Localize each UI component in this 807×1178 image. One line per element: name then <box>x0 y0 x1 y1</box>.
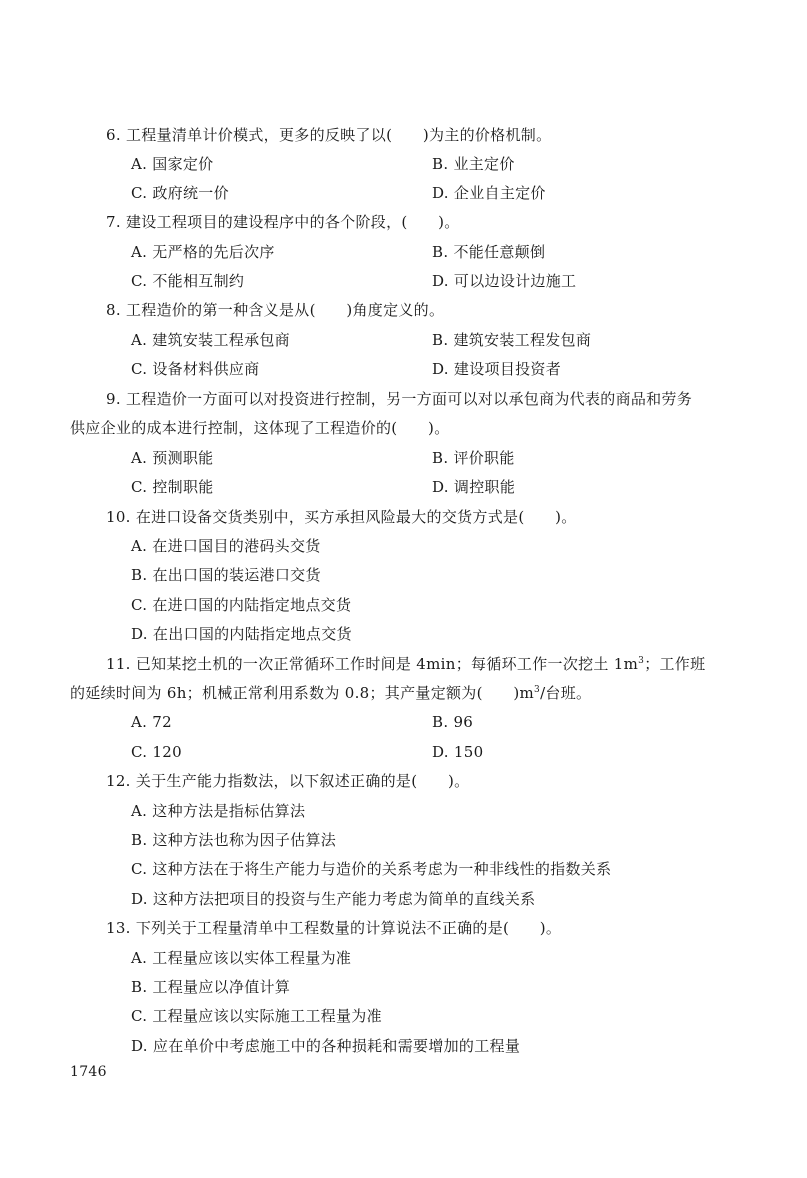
question-10-stem: 10. 在进口设备交货类别中，买方承担风险最大的交货方式是( )。 <box>106 508 577 526</box>
question-9-stem-line-1: 9. 工程造价一方面可以对投资进行控制，另一方面可以对以承包商为代表的商品和劳务 <box>106 390 693 408</box>
question-10-option-b: B. 在出口国的装运港口交货 <box>131 566 321 584</box>
question-11-line-2-text-b: /台班。 <box>540 684 592 702</box>
question-9-option-a: A. 预测职能 <box>131 449 214 467</box>
question-6-option-c: C. 政府统一价 <box>131 184 229 202</box>
question-12-option-b: B. 这种方法也称为因子估算法 <box>131 831 337 849</box>
question-13-option-a: A. 工程量应该以实体工程量为准 <box>131 949 352 967</box>
question-12-option-d: D. 这种方法把项目的投资与生产能力考虑为简单的直线关系 <box>131 890 536 908</box>
page-number: 1746 <box>70 1064 107 1080</box>
question-6-option-b: B. 业主定价 <box>432 155 515 173</box>
question-13-stem: 13. 下列关于工程量清单中工程数量的计算说法不正确的是( )。 <box>106 919 562 937</box>
question-7-option-b: B. 不能任意颠倒 <box>432 243 546 261</box>
question-11-stem-line-2 <box>70 683 591 703</box>
question-8-stem: 8. 工程造价的第一种含义是从( )角度定义的。 <box>106 301 445 319</box>
question-10-option-a: A. 在进口国目的港码头交货 <box>131 537 321 555</box>
question-8-option-c: C. 设备材料供应商 <box>131 360 260 378</box>
question-7-option-a: A. 无严格的先后次序 <box>131 243 275 261</box>
question-6-stem: 6. 工程量清单计价模式，更多的反映了以( )为主的价格机制。 <box>106 126 552 144</box>
question-9-option-c: C. 控制职能 <box>131 478 214 496</box>
question-11-line-1-text-a: 11. 已知某挖土机的一次正常循环工作时间是 4min；每循环工作一次挖土 1m <box>106 655 639 673</box>
question-11-line-1-superscript: 3 <box>638 656 645 666</box>
question-9-option-d: D. 调控职能 <box>432 478 516 496</box>
question-12-option-c: C. 这种方法在于将生产能力与造价的关系考虑为一种非线性的指数关系 <box>131 860 612 878</box>
question-11-line-1-text-b: ；工作班 <box>644 655 706 673</box>
question-7-stem: 7. 建设工程项目的建设程序中的各个阶段，( )。 <box>106 213 460 231</box>
question-9-stem-line-2: 供应企业的成本进行控制，这体现了工程造价的( )。 <box>70 419 450 437</box>
question-7-option-d: D. 可以边设计边施工 <box>432 272 577 290</box>
question-9-option-b: B. 评价职能 <box>432 449 515 467</box>
question-11-line-2-text-a: 的延续时间为 6h；机械正常利用系数为 0.8；其产量定额为( )m <box>70 684 535 702</box>
question-12-stem: 12. 关于生产能力指数法，以下叙述正确的是( )。 <box>106 772 470 790</box>
question-10-option-c: C. 在进口国的内陆指定地点交货 <box>131 596 352 614</box>
question-6-option-d: D. 企业自主定价 <box>432 184 546 202</box>
question-13-option-d: D. 应在单价中考虑施工中的各种损耗和需要增加的工程量 <box>131 1037 521 1055</box>
question-11-option-a: A. 72 <box>131 713 172 731</box>
question-13-option-b: B. 工程量应以净值计算 <box>131 978 291 996</box>
question-11-option-d: D. 150 <box>432 743 484 761</box>
question-11-option-c: C. 120 <box>131 743 182 761</box>
question-11-stem-line-1 <box>106 654 705 674</box>
question-7-option-c: C. 不能相互制约 <box>131 272 245 290</box>
question-6-option-a: A. 国家定价 <box>131 155 214 173</box>
question-12-option-a: A. 这种方法是指标估算法 <box>131 802 306 820</box>
question-13-option-c: C. 工程量应该以实际施工工程量为准 <box>131 1007 382 1025</box>
question-8-option-d: D. 建设项目投资者 <box>432 360 562 378</box>
question-11-line-2-superscript: 3 <box>534 685 541 695</box>
question-8-option-a: A. 建筑安装工程承包商 <box>131 331 290 349</box>
question-11-option-b: B. 96 <box>432 713 474 731</box>
question-10-option-d: D. 在出口国的内陆指定地点交货 <box>131 625 352 643</box>
question-8-option-b: B. 建筑安装工程发包商 <box>432 331 592 349</box>
